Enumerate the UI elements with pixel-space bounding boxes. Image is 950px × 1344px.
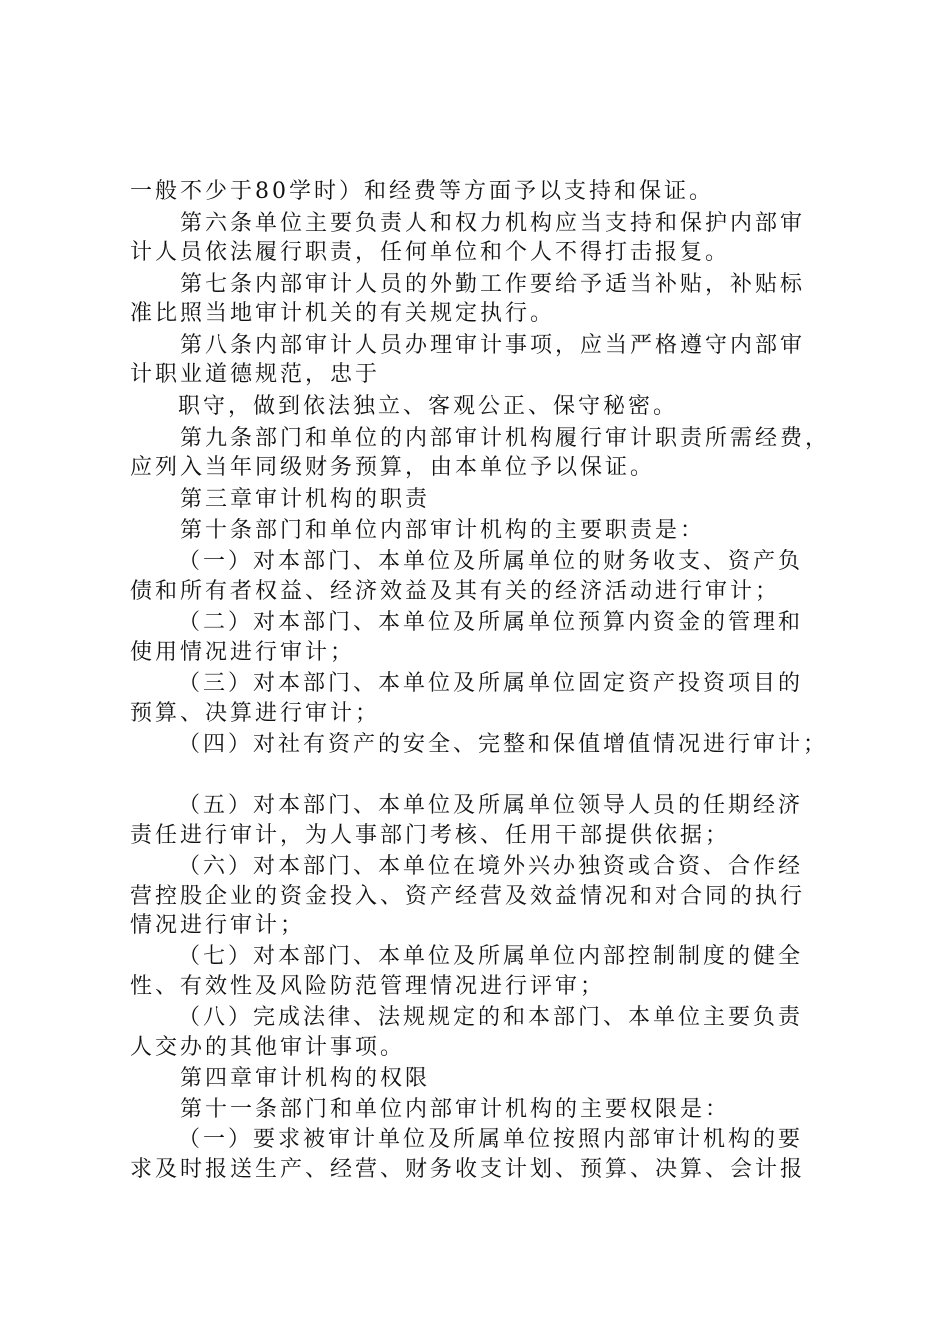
text-line: 职守，做到依法独立、客观公正、保守秘密。: [178, 394, 679, 419]
chapter-heading: 第三章审计机构的职责: [180, 487, 431, 512]
text-line: 责任进行审计，为人事部门考核、任用干部提供依据；: [130, 823, 731, 848]
text-line: 第六条单位主要负责人和权力机构应当支持和保护内部审: [180, 211, 806, 236]
text-line: （七）对本部门、本单位及所属单位内部控制制度的健全: [178, 944, 804, 969]
text-line: 第七条内部审计人员的外勤工作要给予适当补贴，补贴标: [180, 272, 806, 297]
text-line: （一）要求被审计单位及所属单位按照内部审计机构的要: [178, 1127, 804, 1152]
text-line: 预算、决算进行审计；: [130, 701, 381, 726]
text-line: （一）对本部门、本单位及所属单位的财务收支、资产负: [178, 549, 804, 574]
text-line: （六）对本部门、本单位在境外兴办独资或合资、合作经: [178, 854, 804, 879]
text-line: 应列入当年同级财务预算，由本单位予以保证。: [130, 455, 656, 480]
text-line: 债和所有者权益、经济效益及其有关的经济活动进行审计；: [130, 579, 781, 604]
text-line: 计职业道德规范，忠于: [130, 362, 381, 387]
text-line: （三）对本部门、本单位及所属单位固定资产投资项目的: [178, 671, 804, 696]
text-line: 第十条部门和单位内部审计机构的主要职责是：: [180, 518, 706, 543]
text-line: 使用情况进行审计；: [130, 640, 356, 665]
text-line: （五）对本部门、本单位及所属单位领导人员的任期经济: [178, 793, 804, 818]
text-line: 计人员依法履行职责，任何单位和个人不得打击报复。: [130, 240, 731, 265]
text-line: 营控股企业的资金投入、资产经营及效益情况和对合同的执行: [130, 884, 806, 909]
chapter-heading: 第四章审计机构的权限: [180, 1066, 431, 1091]
text-line: 性、有效性及风险防范管理情况进行评审；: [130, 974, 606, 999]
text-line: 人交办的其他审计事项。: [130, 1035, 406, 1060]
text-line: 准比照当地审计机关的有关规定执行。: [130, 301, 556, 326]
text-line: （二）对本部门、本单位及所属单位预算内资金的管理和: [178, 610, 804, 635]
text-line: 情况进行审计；: [130, 913, 306, 938]
text-line: （八）完成法律、法规规定的和本部门、本单位主要负责: [178, 1005, 804, 1030]
text-line: 第九条部门和单位的内部审计机构履行审计职责所需经费，: [180, 426, 831, 451]
text-line: （四）对社有资产的安全、完整和保值增值情况进行审计；: [178, 732, 829, 757]
text-line: 第十一条部门和单位内部审计机构的主要权限是：: [180, 1097, 731, 1122]
text-line: 求及时报送生产、经营、财务收支计划、预算、决算、会计报: [130, 1157, 806, 1182]
text-line: 第八条内部审计人员办理审计事项，应当严格遵守内部审: [180, 333, 806, 358]
text-line: 一般不少于80学时）和经费等方面予以支持和保证。: [130, 179, 714, 204]
